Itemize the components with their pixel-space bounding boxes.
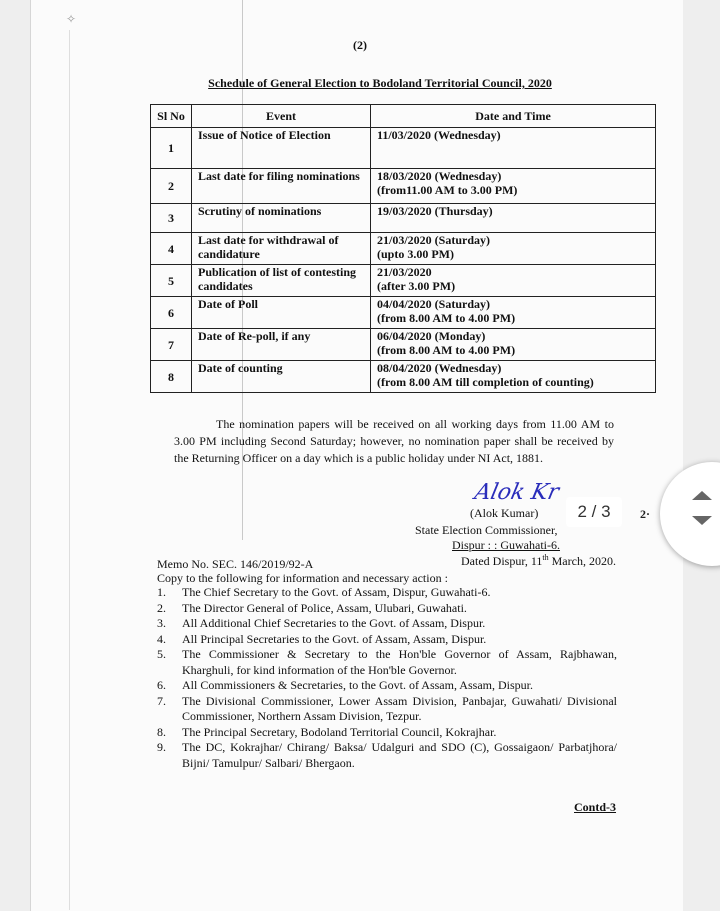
list-item-number: 2.	[157, 600, 166, 615]
row-date	[371, 169, 656, 204]
table-row	[151, 128, 656, 169]
list-item-number: 8.	[157, 724, 166, 739]
list-item	[157, 647, 617, 678]
list-item	[157, 694, 617, 725]
table-header-row	[151, 105, 656, 128]
row-number: 1	[151, 128, 192, 169]
table-row	[151, 169, 656, 204]
row-date	[371, 204, 656, 233]
list-item-text: The Commissioner & Secretary to the Hon'ble Governor of Assam, Rajbhawan, Kharghuli, for kind information of the Hon'ble Governor.	[182, 647, 617, 677]
signature-date-suffix: March, 2020.	[548, 554, 616, 568]
offscreen-text-peek: 2·	[640, 507, 651, 521]
row-time-line: (after 3.00 PM)	[377, 279, 456, 293]
list-item	[157, 616, 617, 632]
paper-edge-line	[69, 30, 70, 910]
row-event: Last date for filing nominations	[192, 169, 371, 204]
row-event: Publication of list of contesting candidates	[192, 265, 371, 297]
list-item	[157, 601, 617, 617]
continued-marker: Contd-3	[574, 800, 617, 814]
row-time-line: (from 8.00 AM to 4.00 PM)	[377, 311, 516, 325]
row-number: 6	[151, 297, 192, 329]
signatory-title: State Election Commissioner,	[415, 523, 558, 537]
dust-speck-decoration: ✧	[66, 12, 77, 26]
handwritten-signature: Alok Kr	[472, 480, 562, 505]
row-time-line: (from 8.00 AM to 4.00 PM)	[377, 343, 516, 357]
header-event: Event	[192, 105, 371, 128]
signature-date	[461, 553, 616, 569]
row-time-line: (upto 3.00 PM)	[377, 247, 454, 261]
row-event: Issue of Notice of Election	[192, 128, 371, 169]
list-item-text: The DC, Kokrajhar/ Chirang/ Baksa/ Udalguri and SDO (C), Gossaigaon/ Parbatjhora/ Bijni/ Tamulpur/ Salbari/ Bhergaon.	[182, 740, 617, 770]
header-date-time: Date and Time	[371, 105, 656, 128]
row-number: 2	[151, 169, 192, 204]
row-date-line: 21/03/2020	[377, 265, 432, 279]
row-date	[371, 297, 656, 329]
row-time-line: (from11.00 AM to 3.00 PM)	[377, 183, 518, 197]
signatory-name: (Alok Kumar)	[470, 506, 539, 520]
row-date	[371, 329, 656, 361]
row-event: Date of Re-poll, if any	[192, 329, 371, 361]
document-title: Schedule of General Election to Bodoland Territorial Council, 2020	[208, 76, 552, 90]
row-number: 5	[151, 265, 192, 297]
list-item	[157, 740, 617, 771]
copy-to-heading: Copy to the following for information and necessary action :	[157, 571, 448, 585]
copy-to-list	[157, 585, 617, 771]
chevron-down-icon[interactable]	[692, 516, 712, 525]
list-item-text: All Principal Secretaries to the Govt. of Assam, Assam, Dispur.	[182, 631, 487, 646]
row-date	[371, 233, 656, 265]
list-item-number: 7.	[157, 693, 166, 708]
row-date-line: 04/04/2020 (Saturday)	[377, 297, 491, 311]
row-number: 3	[151, 204, 192, 233]
list-item-number: 6.	[157, 678, 166, 692]
row-date-line: 08/04/2020 (Wednesday)	[377, 361, 502, 375]
list-item-text: All Additional Chief Secretaries to the Govt. of Assam, Dispur.	[182, 616, 486, 630]
row-date	[371, 128, 656, 169]
row-number: 4	[151, 233, 192, 265]
table-row	[151, 265, 656, 297]
list-item-number: 5.	[157, 647, 166, 661]
list-item-text: The Divisional Commissioner, Lower Assam Division, Panbajar, Guwahati/ Divisional Commissioner, Northern Assam Division, Tezpur.	[182, 693, 617, 723]
table-row	[151, 233, 656, 265]
election-schedule-table	[150, 104, 656, 393]
signatory-place: Dispur : : Guwahati-6.	[452, 538, 560, 552]
list-item-text: The Chief Secretary to the Govt. of Assam, Dispur, Guwahati-6.	[182, 585, 491, 599]
memo-number: Memo No. SEC. 146/2019/92-A	[157, 557, 314, 571]
list-item-text: The Principal Secretary, Bodoland Territorial Council, Kokrajhar.	[182, 724, 497, 739]
header-sl-no: Sl No	[151, 105, 192, 128]
row-date-line: 21/03/2020 (Saturday)	[377, 233, 491, 247]
table-row	[151, 297, 656, 329]
list-item	[157, 585, 617, 601]
row-event: Date of counting	[192, 361, 371, 393]
row-number: 8	[151, 361, 192, 393]
page-number: (2)	[353, 38, 367, 52]
list-item-number: 4.	[157, 631, 166, 646]
row-event: Last date for withdrawal of candidature	[192, 233, 371, 265]
row-number: 7	[151, 329, 192, 361]
row-date	[371, 265, 656, 297]
list-item-number: 3.	[157, 616, 166, 630]
row-date	[371, 361, 656, 393]
signature-date-prefix: Dated Dispur, 11	[461, 554, 543, 568]
row-date-line: 06/04/2020 (Monday)	[377, 329, 486, 343]
row-event: Date of Poll	[192, 297, 371, 329]
row-date-line: 19/03/2020 (Thursday)	[377, 204, 493, 218]
page-indicator: 2 / 3	[566, 497, 622, 527]
table-row	[151, 329, 656, 361]
list-item-number: 9.	[157, 740, 166, 754]
row-date-line: 18/03/2020 (Wednesday)	[377, 169, 502, 183]
row-time-line: (from 8.00 AM till completion of counting)	[377, 375, 594, 389]
list-item	[157, 725, 617, 741]
signature-date-sup: th	[542, 553, 549, 562]
list-item-text: The Director General of Police, Assam, Ulubari, Guwahati.	[182, 600, 467, 615]
list-item	[157, 632, 617, 648]
nomination-note: The nomination papers will be received on all working days from 11.00 AM to 3.00 PM including Second Saturday; however, no nomination paper shall be received by the Returning Officer on a day which is a public holiday under NI Act, 1881.	[174, 417, 614, 465]
row-event: Scrutiny of nominations	[192, 204, 371, 233]
list-item-number: 1.	[157, 585, 166, 599]
row-date-line: 11/03/2020 (Wednesday)	[377, 128, 501, 142]
table-row	[151, 361, 656, 393]
list-item-text: All Commissioners & Secretaries, to the Govt. of Assam, Assam, Dispur.	[182, 678, 533, 692]
table-row	[151, 204, 656, 233]
chevron-up-icon[interactable]	[692, 491, 712, 500]
list-item	[157, 678, 617, 694]
